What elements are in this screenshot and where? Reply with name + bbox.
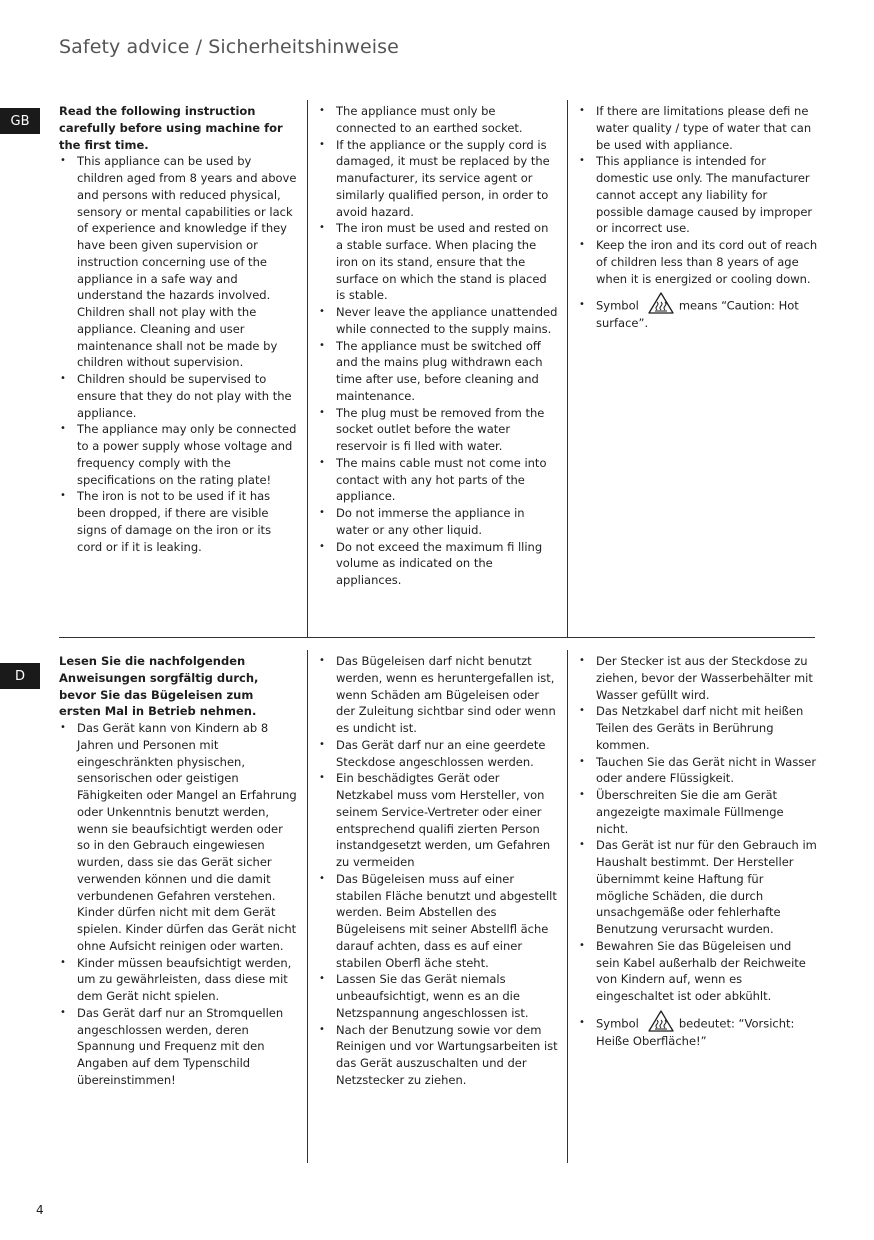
- list-item: • Das Gerät kann von Kindern ab 8 Jahren und Personen mit eingeschränkten physischen, sensorischen oder geistigen Fähigkeiten oder Mangel an Erfahrung oder Unkenntnis benutzt werden, wenn sie beaufsichtigt werden oder so in den Gebrauch eingewiesen wurden, dass sie das Gerät sicher verwenden können und die damit verbundenen Gefahren verstehen. Kinder dürfen nicht mit dem Gerät spielen. Kinder dürfen das Gerät nicht ohne Aufsicht reinigen oder warten.: [59, 720, 299, 955]
- hot-surface-symbol-note: [578, 297, 818, 332]
- de-intro: Lesen Sie die nachfolgenden Anweisungen sorgfältig durch, bevor Sie das Bügeleisen zum ersten Mal in Betrieb nehmen.: [59, 654, 259, 719]
- column-divider: [567, 650, 568, 1163]
- de-column-1: [59, 653, 299, 1089]
- list-item: • The plug must be removed from the socket outlet before the water reservoir is fi lled with water.: [318, 405, 558, 455]
- gb-list-1: [59, 153, 299, 555]
- list-item: • The iron is not to be used if it has been dropped, if there are visible signs of damage on the iron or its cord or if it is leaking.: [59, 488, 299, 555]
- list-item: • If the appliance or the supply cord is damaged, it must be replaced by the manufacturer, its service agent or similarly qualified person, in order to avoid hazard.: [318, 137, 558, 221]
- list-item: • Nach der Benutzung sowie vor dem Reinigen und vor Wartungsarbeiten ist das Gerät auszuschalten und der Netzstecker zu ziehen.: [318, 1022, 558, 1089]
- list-item: • Children should be supervised to ensure that they do not play with the appliance.: [59, 371, 299, 421]
- list-item: • Das Bügeleisen muss auf einer stabilen Fläche benutzt und abgestellt werden. Beim Abstellen des Bügeleisens mit seiner Abstellfl äche darauf achten, dass es auf einer stabilen Oberfl äche steht.: [318, 871, 558, 972]
- symbol-meaning: bedeutet: “Vorsicht: Heiße Oberfläche!”: [596, 1016, 795, 1048]
- hot-surface-icon: [647, 1009, 675, 1033]
- symbol-meaning: means “Caution: Hot surface”.: [596, 298, 799, 331]
- list-item: • The mains cable must not come into contact with any hot parts of the appliance.: [318, 455, 558, 505]
- symbol-label: Symbol: [596, 1016, 639, 1031]
- lang-tab-gb: GB: [0, 108, 40, 134]
- list-item: • Ein beschädigtes Gerät oder Netzkabel muss vom Hersteller, von seinem Service-Vertreter oder einer entsprechend qualifi zierten Person instandgesetzt werden, um Gefahren zu vermeiden: [318, 770, 558, 871]
- column-divider: [307, 100, 308, 637]
- list-item: • Bewahren Sie das Bügeleisen und sein Kabel außerhalb der Reichweite von Kindern auf, wenn es eingeschaltet ist oder abkühlt.: [578, 938, 818, 1005]
- list-item: • Do not exceed the maximum fi lling volume as indicated on the appliances.: [318, 539, 558, 589]
- list-item: • Das Gerät darf nur an Stromquellen angeschlossen werden, deren Spannung und Frequenz mit den Angaben auf dem Typenschild übereinstimmen!: [59, 1005, 299, 1089]
- page-title: Safety advice / Sicherheitshinweise: [59, 36, 399, 58]
- list-item: • This appliance can be used by children aged from 8 years and above and persons with reduced physical, sensory or mental capabilities or lack of experience and knowledge if they have been given supervision or instruction concerning use of the appliance in a safe way and understand the hazards involved. Children shall not play with the appliance. Cleaning and user maintenance shall not be made by children without supervision.: [59, 153, 299, 371]
- hot-surface-symbol-note: [578, 1015, 818, 1050]
- gb-intro: Read the following instruction carefully before using machine for the first time.: [59, 104, 283, 152]
- list-item: • Keep the iron and its cord out of reach of children less than 8 years of age when it is energized or cooling down.: [578, 237, 818, 287]
- list-item: • Das Gerät ist nur für den Gebrauch im Haushalt bestimmt. Der Hersteller übernimmt keine Haftung für mögliche Schäden, die durch unsachgemäße oder fehlerhafte Benutzung verursacht wurden.: [578, 837, 818, 938]
- gb-column-2: [318, 103, 558, 589]
- de-column-2: [318, 653, 558, 1089]
- de-column-3: [578, 653, 818, 1050]
- list-item: • The appliance must be switched off and the mains plug withdrawn each time after use, before cleaning and maintenance.: [318, 338, 558, 405]
- de-list-3: [578, 653, 818, 1005]
- page-number: 4: [36, 1203, 44, 1217]
- list-item: • Überschreiten Sie die am Gerät angezeigte maximale Füllmenge nicht.: [578, 787, 818, 837]
- list-item: • Das Bügeleisen darf nicht benutzt werden, wenn es heruntergefallen ist, wenn Schäden am Bügeleisen oder der Zuleitung sichtbar sind oder wenn es undicht ist.: [318, 653, 558, 737]
- gb-column-1: [59, 103, 299, 555]
- column-divider: [307, 650, 308, 1163]
- list-item: • Tauchen Sie das Gerät nicht in Wasser oder andere Flüssigkeit.: [578, 754, 818, 788]
- gb-column-3: [578, 103, 818, 332]
- list-item: • Das Gerät darf nur an eine geerdete Steckdose angeschlossen werden.: [318, 737, 558, 771]
- gb-list-3: [578, 103, 818, 287]
- lang-tab-d: D: [0, 663, 40, 689]
- gb-list-2: [318, 103, 558, 589]
- symbol-label: Symbol: [596, 298, 639, 313]
- hot-surface-icon: [647, 291, 675, 315]
- section-divider: [59, 637, 815, 638]
- list-item: • Never leave the appliance unattended while connected to the supply mains.: [318, 304, 558, 338]
- list-item: • This appliance is intended for domestic use only. The manufacturer cannot accept any liability for possible damage caused by improper or incorrect use.: [578, 153, 818, 237]
- de-list-1: [59, 720, 299, 1089]
- list-item: • Das Netzkabel darf nicht mit heißen Teilen des Geräts in Berührung kommen.: [578, 703, 818, 753]
- list-item: • If there are limitations please defi ne water quality / type of water that can be used with appliance.: [578, 103, 818, 153]
- list-item: • Do not immerse the appliance in water or any other liquid.: [318, 505, 558, 539]
- list-item: • The iron must be used and rested on a stable surface. When placing the iron on its stand, ensure that the surface on which the stand is placed is stable.: [318, 220, 558, 304]
- de-list-2: [318, 653, 558, 1089]
- column-divider: [567, 100, 568, 637]
- list-item: • The appliance must only be connected to an earthed socket.: [318, 103, 558, 137]
- list-item: • The appliance may only be connected to a power supply whose voltage and frequency comply with the specifications on the rating plate!: [59, 421, 299, 488]
- list-item: • Kinder müssen beaufsichtigt werden, um zu gewährleisten, dass diese mit dem Gerät nicht spielen.: [59, 955, 299, 1005]
- list-item: • Lassen Sie das Gerät niemals unbeaufsichtigt, wenn es an die Netzspannung angeschlossen ist.: [318, 971, 558, 1021]
- list-item: • Der Stecker ist aus der Steckdose zu ziehen, bevor der Wasserbehälter mit Wasser gefüllt wird.: [578, 653, 818, 703]
